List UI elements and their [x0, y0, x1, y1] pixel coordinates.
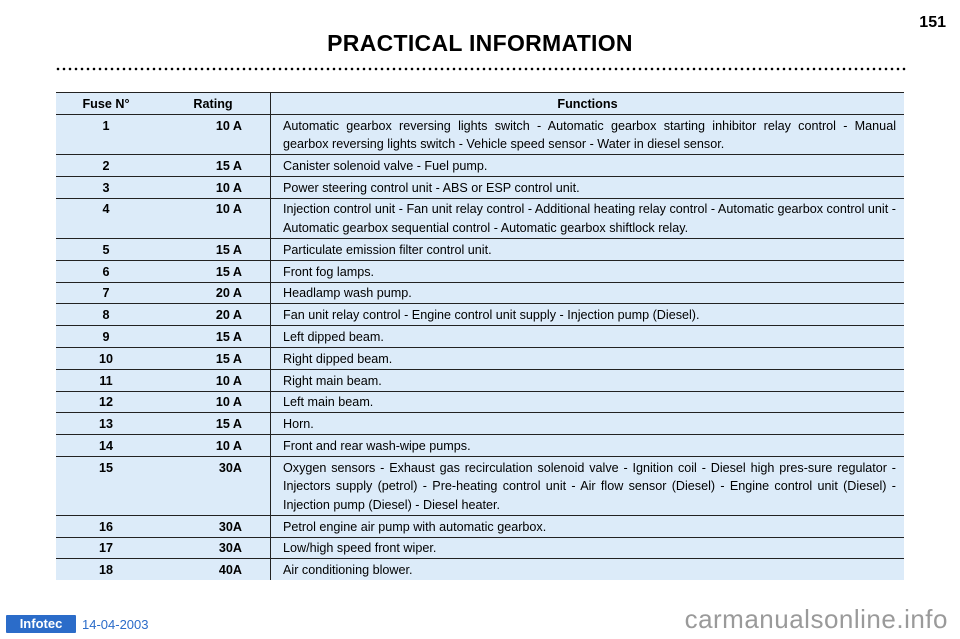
rating-cell: 40A	[218, 563, 242, 578]
table-row	[56, 238, 904, 260]
rating-cell: 15 A	[156, 238, 271, 260]
rating-cell: 15 A	[156, 347, 271, 369]
rating-cell: 30A	[156, 515, 271, 537]
table-row	[56, 369, 904, 391]
functions-cell: Air conditioning blower.	[271, 559, 905, 580]
rating-cell: 15 A	[156, 155, 271, 177]
table-row	[56, 304, 904, 326]
functions-cell: Left main beam.	[271, 391, 905, 413]
fuse-number-cell: 12	[56, 391, 156, 413]
fuse-number-cell: 1	[56, 114, 156, 154]
rating-cell: 10 A	[156, 176, 271, 198]
rating-cell: 10 A	[156, 369, 271, 391]
dotted-divider	[55, 67, 907, 71]
fuse-number-cell: 16	[56, 515, 156, 537]
fuse-table	[56, 92, 904, 580]
header-rating: Rating	[156, 93, 271, 115]
functions-cell: Canister solenoid valve - Fuel pump.	[271, 155, 905, 177]
page-title: PRACTICAL INFORMATION	[327, 30, 633, 56]
table-row	[56, 176, 904, 198]
functions-cell: Power steering control unit - ABS or ESP control unit.	[271, 176, 905, 198]
fuse-number-cell: 6	[56, 260, 156, 282]
rating-cell: 30A	[156, 456, 271, 515]
table-row	[56, 559, 904, 580]
rating-cell: 10 A	[156, 435, 271, 457]
functions-cell: Headlamp wash pump.	[271, 282, 905, 304]
table-row	[56, 456, 904, 515]
rating-cell: 30A	[156, 537, 271, 559]
table-row	[56, 413, 904, 435]
table-row	[56, 260, 904, 282]
fuse-rows	[56, 114, 904, 580]
functions-cell: Front fog lamps.	[271, 260, 905, 282]
rating-cell: 15 A	[156, 260, 271, 282]
fuse-number-cell: 17	[56, 537, 156, 559]
table-row	[56, 515, 904, 537]
table-row	[56, 155, 904, 177]
functions-cell: Right dipped beam.	[271, 347, 905, 369]
fuse-number-cell: 11	[56, 369, 156, 391]
functions-cell: Injection control unit - Fan unit relay control - Additional heating relay control - Automatic gearbox control unit - Automatic gearbox sequential control - Automatic gearbox shiftlock relay.	[271, 198, 905, 238]
functions-cell: Right main beam.	[271, 369, 905, 391]
table-row	[56, 435, 904, 457]
table-row	[56, 347, 904, 369]
functions-cell: Front and rear wash-wipe pumps.	[271, 435, 905, 457]
table-row	[56, 537, 904, 559]
fuse-number-cell: 4	[56, 198, 156, 238]
functions-cell: Petrol engine air pump with automatic gearbox.	[271, 515, 905, 537]
functions-cell: Automatic gearbox reversing lights switch - Automatic gearbox starting inhibitor relay control - Manual gearbox reversing lights switch - Vehicle speed sensor - Water in diesel sensor.	[271, 114, 905, 154]
table-row	[56, 114, 904, 154]
rating-cell: 10 A	[156, 198, 271, 238]
fuse-number-cell: 3	[56, 176, 156, 198]
fuse-number-cell: 2	[56, 155, 156, 177]
rating-cell: 20 A	[156, 282, 271, 304]
fuse-number-cell: 10	[56, 347, 156, 369]
fuse-number-cell: 9	[56, 326, 156, 348]
rating-cell: 15 A	[156, 326, 271, 348]
functions-cell: Left dipped beam.	[271, 326, 905, 348]
table-row	[56, 282, 904, 304]
header-fuse-number: Fuse N°	[56, 93, 156, 115]
fuse-number-cell: 13	[56, 413, 156, 435]
fuse-number-cell: 14	[56, 435, 156, 457]
rating-cell: 10 A	[156, 114, 271, 154]
rating-cell: 15 A	[156, 413, 271, 435]
page-number: 151	[919, 14, 946, 31]
table-row	[56, 391, 904, 413]
header-functions: Functions	[271, 93, 905, 115]
table-row	[56, 198, 904, 238]
fuse-number-cell: 15	[56, 456, 156, 515]
functions-cell: Horn.	[271, 413, 905, 435]
footer-date: 14-04-2003	[82, 617, 149, 632]
rating-cell: 10 A	[156, 391, 271, 413]
functions-cell: Fan unit relay control - Engine control unit supply - Injection pump (Diesel).	[271, 304, 905, 326]
fuse-number-cell: 8	[56, 304, 156, 326]
table-header-row	[56, 93, 904, 115]
fuse-number-cell: 7	[56, 282, 156, 304]
infotec-logo: Infotec	[6, 615, 76, 633]
functions-cell: Low/high speed front wiper.	[271, 537, 905, 559]
functions-cell: Oxygen sensors - Exhaust gas recirculation solenoid valve - Ignition coil - Diesel high pres-sure regulator - Injectors supply (petrol) - Pre-heating control unit - Air flow sensor (Diesel) - Engine control unit (Diesel) - Injection pump (Diesel) - Diesel heater.	[271, 456, 905, 515]
rating-cell: 20 A	[156, 304, 271, 326]
watermark: carmanualsonline.info	[684, 604, 948, 634]
fuse-number-cell: 5	[56, 238, 156, 260]
fuse-number-cell: 18	[98, 563, 113, 578]
table-row	[56, 326, 904, 348]
functions-cell: Particulate emission filter control unit.	[271, 238, 905, 260]
